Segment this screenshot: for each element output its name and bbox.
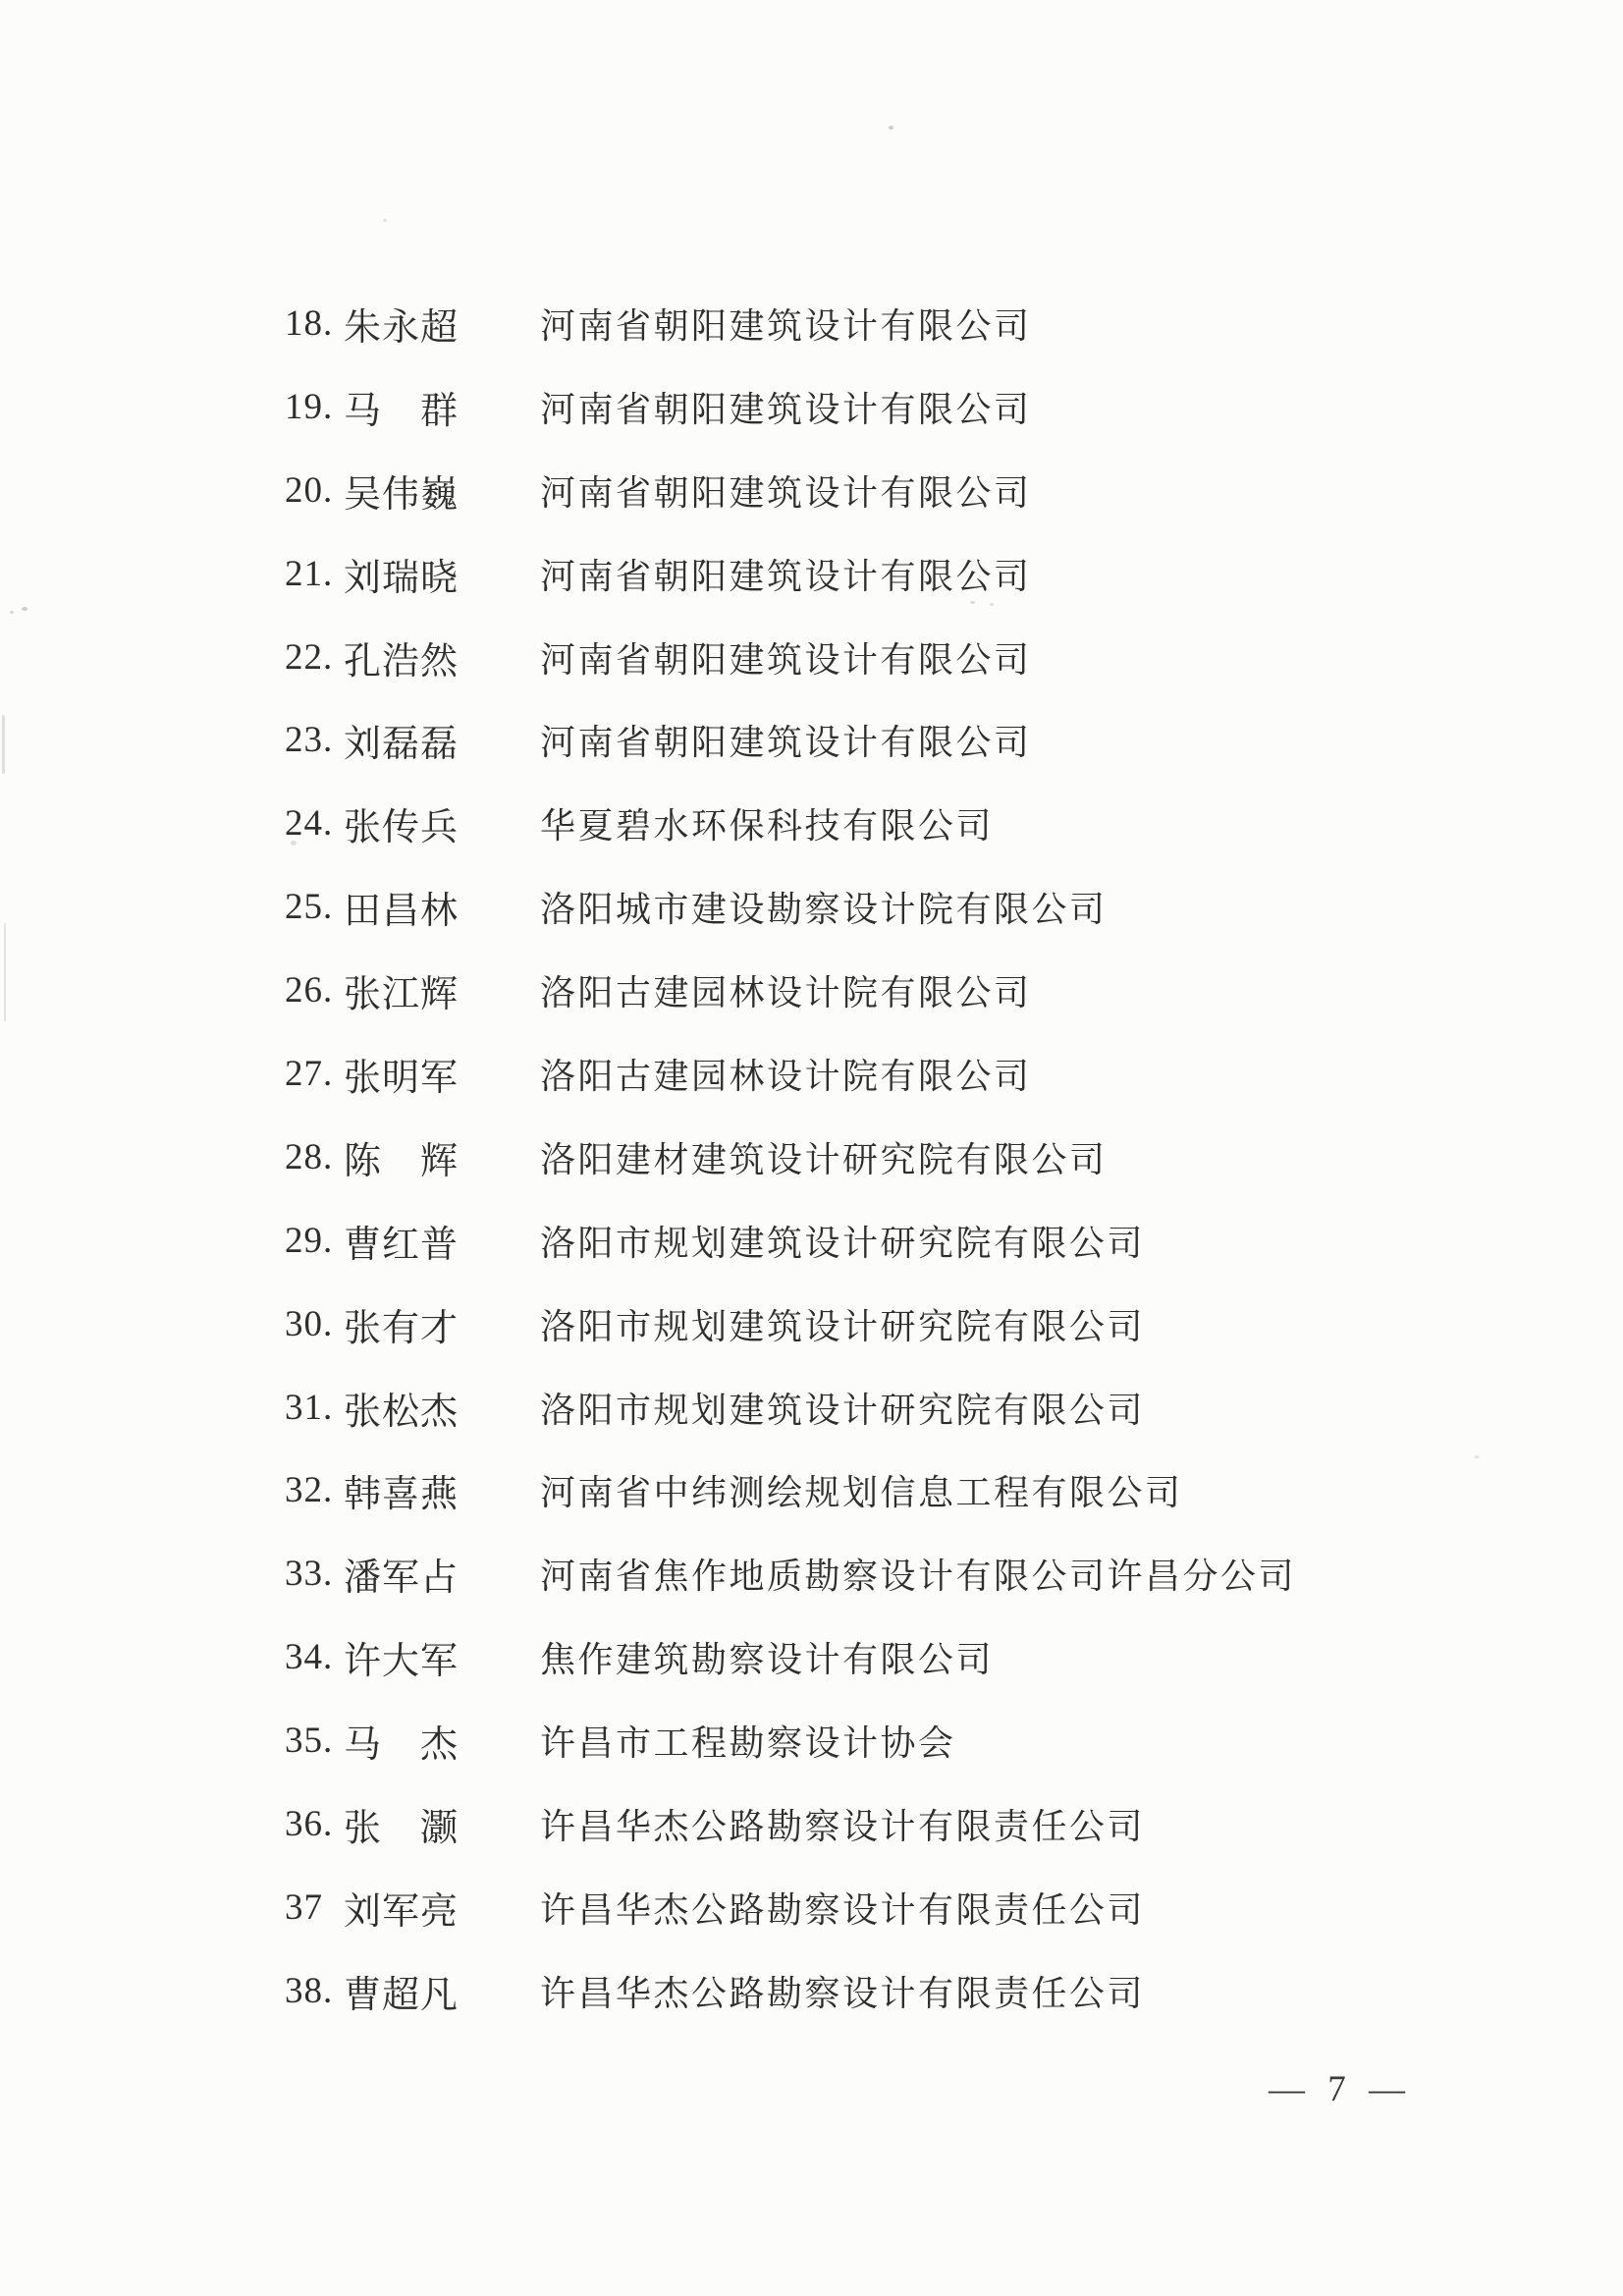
- entry-number: 27.: [285, 1053, 334, 1094]
- list-item: [285, 1032, 1492, 1116]
- entry-company: 河南省朝阳建筑设计有限公司: [540, 639, 1032, 680]
- entry-company: 河南省焦作地质勘察设计有限公司许昌分公司: [540, 1557, 1297, 1597]
- entry-company: 洛阳古建园林设计院有限公司: [540, 973, 1032, 1013]
- entry-name: 孔浩然: [344, 640, 460, 683]
- entry-name: 张传兵: [344, 807, 460, 849]
- list-item: [285, 1116, 1492, 1199]
- entry-number: 36.: [285, 1803, 334, 1844]
- list-item: [285, 532, 1492, 616]
- entry-name: 刘瑞晓: [344, 557, 460, 599]
- entry-number: 21.: [285, 553, 334, 594]
- entry-name: 张 灏: [344, 1807, 460, 1849]
- entry-number: 19.: [285, 386, 334, 427]
- entry-number: 34.: [285, 1637, 334, 1678]
- entry-company: 许昌市工程勘察设计协会: [540, 1723, 956, 1764]
- entry-company: 洛阳古建园林设计院有限公司: [540, 1056, 1032, 1096]
- scan-artifact: [22, 607, 27, 611]
- scan-artifact: [2, 715, 5, 774]
- scan-artifact: [889, 126, 893, 130]
- list-item: [285, 1699, 1492, 1782]
- list-item: [285, 1615, 1492, 1699]
- entry-number: 35.: [285, 1721, 334, 1762]
- list-item: [285, 1366, 1492, 1449]
- entry-company: 华夏碧水环保科技有限公司: [540, 806, 995, 847]
- scan-artifact: [1475, 1455, 1479, 1458]
- entry-number: 37: [285, 1886, 323, 1928]
- list-item: [285, 1199, 1492, 1283]
- scan-artifact: [4, 923, 6, 1021]
- list-item: [285, 616, 1492, 699]
- entry-name: 曹超凡: [344, 1974, 460, 2016]
- entry-company: 洛阳城市建设勘察设计院有限公司: [540, 890, 1108, 930]
- scan-artifact: [990, 603, 994, 606]
- entry-number: 24.: [285, 803, 334, 845]
- list-item: [285, 449, 1492, 532]
- entry-name: 曹红普: [344, 1224, 460, 1266]
- list-item: [285, 282, 1492, 365]
- entry-name: 刘磊磊: [344, 724, 460, 766]
- list-item: [285, 949, 1492, 1032]
- entry-name: 韩喜燕: [344, 1474, 460, 1516]
- entry-number: 28.: [285, 1136, 334, 1177]
- entry-number: 29.: [285, 1220, 334, 1261]
- entry-name: 陈 辉: [344, 1140, 460, 1182]
- list-item: [285, 698, 1492, 782]
- entry-name: 刘军亮: [344, 1890, 460, 1933]
- entry-name: 许大军: [344, 1641, 460, 1683]
- scan-artifact: [10, 611, 14, 614]
- entry-number: 22.: [285, 636, 334, 678]
- entry-number: 23.: [285, 720, 334, 761]
- list-item: [285, 782, 1492, 865]
- list-item: [285, 1532, 1492, 1615]
- entry-name: 田昌林: [344, 891, 460, 933]
- entry-company: 河南省朝阳建筑设计有限公司: [540, 389, 1032, 429]
- entry-name: 张松杰: [344, 1391, 460, 1433]
- name-company-list: [285, 282, 1492, 2033]
- entry-name: 吴伟巍: [344, 473, 460, 516]
- list-item: [285, 1449, 1492, 1532]
- entry-company: 河南省朝阳建筑设计有限公司: [540, 305, 1032, 346]
- entry-company: 河南省中纬测绘规划信息工程有限公司: [540, 1473, 1183, 1513]
- entry-number: 32.: [285, 1470, 334, 1511]
- entry-number: 25.: [285, 887, 334, 928]
- entry-number: 33.: [285, 1554, 334, 1595]
- entry-name: 马 群: [344, 390, 460, 432]
- entry-number: 38.: [285, 1970, 334, 2011]
- list-item: [285, 1866, 1492, 1949]
- list-item: [285, 1283, 1492, 1366]
- entry-company: 河南省朝阳建筑设计有限公司: [540, 556, 1032, 596]
- entry-number: 20.: [285, 469, 334, 511]
- scan-artifact: [970, 601, 975, 604]
- entry-number: 31.: [285, 1387, 334, 1428]
- entry-number: 30.: [285, 1303, 334, 1344]
- entry-company: 洛阳市规划建筑设计研究院有限公司: [540, 1306, 1146, 1346]
- entry-company: 河南省朝阳建筑设计有限公司: [540, 472, 1032, 513]
- entry-name: 潘军占: [344, 1558, 460, 1600]
- list-item: [285, 365, 1492, 449]
- list-item: [285, 1782, 1492, 1866]
- entry-company: 河南省朝阳建筑设计有限公司: [540, 723, 1032, 763]
- entry-name: 张明军: [344, 1057, 460, 1099]
- entry-name: 张江辉: [344, 974, 460, 1016]
- scan-artifact: [291, 841, 297, 846]
- entry-company: 洛阳市规划建筑设计研究院有限公司: [540, 1223, 1146, 1263]
- entry-company: 焦作建筑勘察设计有限公司: [540, 1640, 995, 1680]
- scan-artifact: [383, 219, 387, 222]
- list-item: [285, 1949, 1492, 2033]
- entry-company: 许昌华杰公路勘察设计有限责任公司: [540, 1973, 1146, 2013]
- entry-company: 许昌华杰公路勘察设计有限责任公司: [540, 1806, 1146, 1846]
- entry-company: 洛阳市规划建筑设计研究院有限公司: [540, 1390, 1146, 1430]
- entry-name: 张有才: [344, 1307, 460, 1349]
- entry-company: 洛阳建材建筑设计研究院有限公司: [540, 1139, 1108, 1179]
- page-number: — 7 —: [1269, 2069, 1412, 2109]
- entry-number: 18.: [285, 302, 334, 344]
- entry-company: 许昌华杰公路勘察设计有限责任公司: [540, 1889, 1146, 1930]
- entry-number: 26.: [285, 970, 334, 1011]
- list-item: [285, 865, 1492, 949]
- entry-name: 马 杰: [344, 1724, 460, 1767]
- entry-name: 朱永超: [344, 306, 460, 349]
